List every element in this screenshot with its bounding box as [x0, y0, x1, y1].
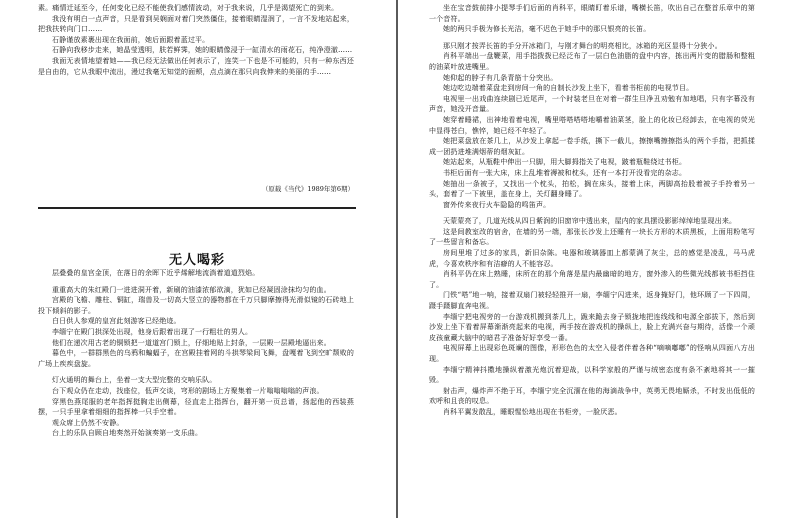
paragraph: 她穿着睡裙，出神地看着电视，嘴里嗒嗒嗒嗒地嚼着油菜茎，脸上的化妆已经卸去，在电视的荧光中显得苍白，憔悴，她已经不年轻了。: [429, 115, 755, 135]
paragraph: 她抽出一条被子，又找出一个枕头，拍松，搁在床头，接着上床，两脚高抬股着被子手拎着另一头，套着了一下被里，盖在身上，关灯翻身睡了。: [429, 179, 755, 199]
left-top-text: [38, 3, 354, 77]
paragraph: 电视里一出戏曲连续剧已近尾声，一个时装老旦在对着一群生旦净丑劝勉有加地唱，只有字幕没有声音，她没开音量。: [429, 94, 755, 114]
paragraph: 石静谨放素裹出现在我面前，她后面跟着蓝过平。: [52, 35, 210, 44]
paragraph: 房间里堆了过多的家具，新旧杂陈。电器和玻璃器皿上都蒙满了灰尘，总的感觉是凌乱，马马虎虎，今喜欢秩序和有洁癖的人不能容忍。: [429, 249, 755, 268]
paragraph: 书柜后面有一张大床，床上乱堆着褥被和枕头，还有一本打开没看完的杂志。: [443, 168, 687, 177]
paragraph: 李缅宁精神抖擞地操纵着激光炮沉着迎战，以科学家般的严谨与绒密态度有条不紊地将其一一摧毁。: [429, 365, 755, 385]
paragraph: 他们在递次用古老的铜锁把一道道宫门锁上，仔细地贴上封条，一层殿一层殿地逼出来。: [52, 338, 331, 347]
paragraph: 李缅宁在殿门拱深处出现，他身后跟着出现了一行粗壮的男人。: [52, 327, 253, 336]
paragraph: 射击声，爆炸声不绝于耳，李缅宁完全沉湎在他的海滴战争中，英勇无畏地厮杀，不时发出低低的欢呼和且丧的叹息。: [429, 386, 755, 406]
paragraph: 台上的乐队自顾自地奏然开始演奏第一支乐曲。: [52, 429, 203, 438]
paragraph: 窗外传来夜行火车隐隐的鸣笛声。: [443, 200, 551, 209]
paragraph: 我没有明白一点声音，只是看到吴娴面对着门突然僵住，接着眼睛湿润了，一言不发地站起来，把我扶转向门口……: [38, 14, 354, 34]
source-citation: （原载《当代》1989年第6期）: [261, 185, 354, 193]
paragraph: 素。痛情迁延至今，任何变化已经不能使我们感情波动，对于我来说，几乎是渴望死亡的到来。: [38, 4, 339, 12]
paragraph: 李缅宁把电视旁的一台游戏机搬到茶几上，跪来跪去身子锁拢地把连线线和电源全部拔下，然后到沙发上坐下看着屏幕渐渐亮起来的电视，两手按在游戏机的操纵上，脸上充满兴奋与期待，活像一个顽皮孩童藏大脑中的暗君子准备好好享受一番。: [429, 312, 755, 342]
paragraph: 她边吃边端着菜盘走到房间一角的自制长沙发上坐下，看着书柜前的电视节目。: [443, 84, 694, 93]
paragraph: 观众席上仍然不安静。: [52, 418, 124, 427]
paragraph: 门铁“嗒”地一响，接着双扇门被轻轻推开一扇，李缅宁闪进来，返身掩好门，他环顾了一下四周，蹑手蹑脚直奔电视。: [429, 291, 755, 311]
paragraph: 层叠叠的皇宫金顶，在落日的余晖下近乎烯解地流淌着道道烈焰。: [52, 269, 260, 277]
paragraph: 她仰起的脖子有几条青筋十分突出。: [443, 73, 558, 82]
right-text: [429, 3, 755, 418]
page-gutter: [396, 0, 398, 518]
paragraph: 电视屏幕上出现彩色斑斓的图像，形形色色的太空入侵者伴着各种“嘀嘀嘟嘟”的怪响从四面八方出现。: [429, 344, 755, 363]
paragraph: 那只刚才按弄长笛的手分开冰箱门，与刚才舞台的明亮相比，冰箱的光区显得十分狭小。: [443, 41, 722, 50]
paragraph: 坐在宝音鼓前排小提琴手们后面的肖科平，眼睛盯着乐谱，嘴横长笛，吹出自己在整首乐章中的第一个音符。: [429, 4, 755, 23]
paragraph: 我面无表情地望着她——我已经无法做出任何表示了，连笑一下也是不可能的，只有一种东西还是自由的，它从我眼中流出，漫过我毫无知觉的面颊，点点滴在那只向我伸来的美丽的手……: [38, 56, 354, 76]
paragraph: 肖科平仍在床上熟睡，床所在的那个角落是屋内最幽暗的地方，窗外渗入的些微光线都被书柜挡住了。: [429, 270, 755, 289]
paragraph: 石静向我移步走来，她晶莹透明，肤若鲜霁，她的眼睛像浸于一缸清水的雨花石，纯净澄澈……: [52, 46, 353, 55]
right-page: [400, 0, 795, 518]
paragraph: 肖科平端出一盘鞭菜，用手指拨拨已经泛布了一层白色油脂的盘中内容，拣出两片变的腊肠和整粗的油菜叶放进嘴里。: [429, 52, 755, 71]
story-title: 无人喝彩: [168, 253, 225, 268]
paragraph: 暮色中，一群群黑色的乌鸦和蝙蝠子，在宫殿挂着网的斗拱琴梁间飞舞，盘嘎着飞到空旷颓败的广场上疾疾盘旋。: [38, 349, 354, 368]
paragraph: 她站起来，从瓶鞋中伸出一只脚，用大脚拇指关了电视，跛着瓶鞋绕过书柜。: [443, 158, 687, 167]
paragraph: 天蒙蒙亮了，几道光线从四日紫润的旧窗帘中透出来，屋内的家具摆设影影绰绰地显现出来。: [443, 217, 737, 226]
paragraph: 她把菜盘放在茶几上，从沙发上拿起一卷手纸，撕下一截儿，擦擦嘴擦擦指头的两个手指，把抓揉成一团扔进堆满烟蒂的烟灰缸。: [429, 137, 755, 156]
paragraph: 宫殿的飞檐、雕柱、铜缸，瑞兽及一切高大竖立的器物都在千万只脚摩擦得光滑似镜的石砖地上投下倾斜的影子。: [38, 296, 354, 315]
paragraph: 她的两只手极为修长光洁，毫不迟色于她手中的那只银亮的长笛。: [443, 25, 651, 34]
paragraph: 这是间教室改的宿舍，在墙的另一端，那张长沙发上还睡有一块长方形的木质黑板，上面用粉笔写了一些留言和备忘。: [429, 227, 755, 247]
section-divider: [38, 207, 356, 209]
paragraph: 重重高大的朱红殿门一进进洞开着，新刷的油漆浓郁欲滴，犹如已经凝固涂抹均匀的血。: [52, 285, 331, 294]
story-text: [38, 268, 354, 439]
paragraph: 肖科平翼发散乱，睡眼惺忪地出现在书柜旁，一脸厌恶。: [443, 407, 622, 416]
paragraph: 台下观众仍在走动，找座位，低声交谈，穹形的剧场上方聚集着一片嗡嗡嗡嗡的声浪。: [52, 386, 324, 395]
paragraph: 穿黑色燕尾服的老年指挥挺胸走出侧幕，径直走上指挥台，翻开第一页总谱，扬起他的西装燕摆，一只手里拿着细细的指挥棒一只手空着。: [38, 397, 354, 417]
paragraph: 灯火通明的舞台上，坐着一支大型完整的交响乐队。: [52, 376, 217, 385]
left-page: [0, 0, 392, 518]
paragraph: 白日供人参观的皇宫此刻游客已经绝迹。: [52, 317, 181, 326]
